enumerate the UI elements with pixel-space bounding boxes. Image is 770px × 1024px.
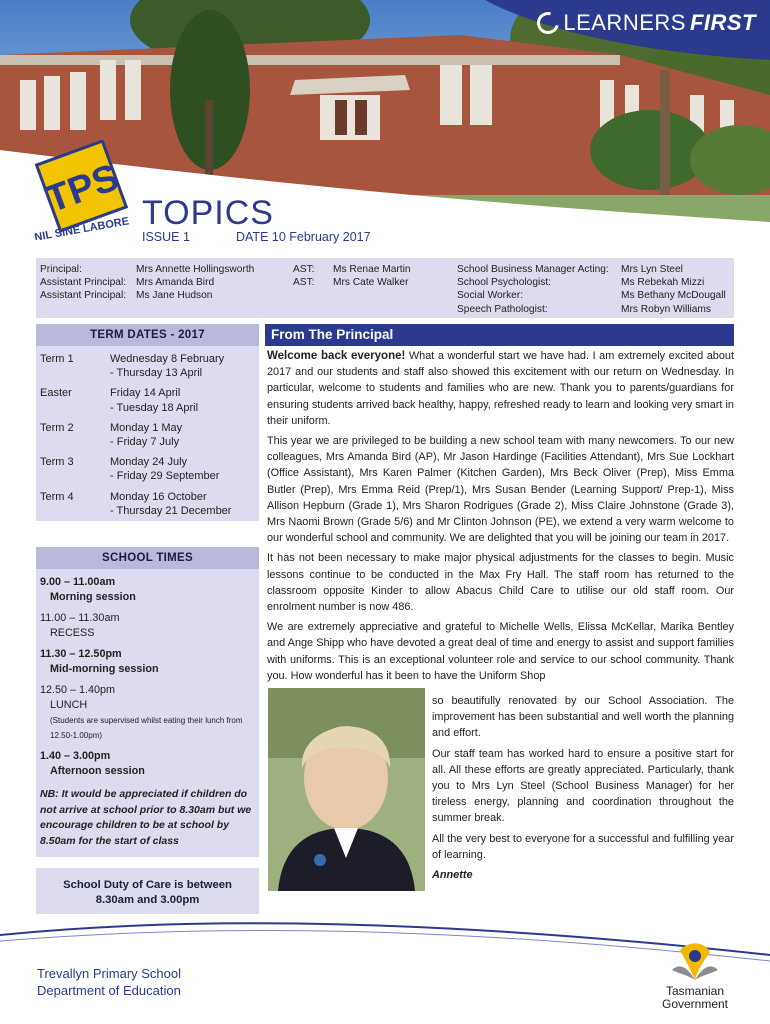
school-monogram: TPS xyxy=(40,156,125,222)
staff-directory xyxy=(36,258,734,318)
duty-of-care-box: School Duty of Care is between 8.30am and 3.00pm xyxy=(36,868,259,914)
school-motto: NIL SINE LABORE xyxy=(33,215,130,240)
principal-article xyxy=(267,348,734,688)
paragraph: Welcome back everyone! What a wonderful start we have had. I am extremely excited about 2017 and our students and staff also showed this excitement with our return on Wednesday. In particular, welcome to students and families who are new. Thank you to parents/guardians for ensuring students arrived back healthy, happy, refreshed ready to learn and looking very smart in their uniform. xyxy=(267,350,734,427)
principal-portrait xyxy=(268,688,425,891)
footer-school-name: Trevallyn Primary School xyxy=(37,966,182,981)
time-block: 11.30 – 12.50pm Mid-morning session xyxy=(40,648,159,675)
paragraph: All the very best to everyone for a successful and fulfilling year of learning. xyxy=(432,832,734,861)
principal-signature: Annette xyxy=(432,869,473,882)
time-block: 9.00 – 11.00am Morning session xyxy=(40,576,136,603)
gov-line2: Government xyxy=(661,997,729,1011)
principal-heading: From The Principal xyxy=(265,324,734,346)
staff-row: Principal: Mrs Annette Hollingsworth xyxy=(40,264,255,275)
term-row: Easter Friday 14 April - Tuesday 18 April xyxy=(40,387,199,414)
footer-department: Department of Education xyxy=(37,983,181,998)
time-block: 11.00 – 11.30am RECESS xyxy=(40,612,120,639)
time-block: 1.40 – 3.00pm Afternoon session xyxy=(40,750,145,777)
brand-prefix: LEARNERS xyxy=(563,10,686,35)
tasmanian-government-logo xyxy=(650,940,740,1020)
staff-column-ast xyxy=(293,263,411,289)
school-times-box xyxy=(36,547,259,857)
time-block: 12.50 – 1.40pm LUNCH (Students are supervised whilst eating their lunch from 12.50-1.00pm) xyxy=(40,683,255,743)
staff-row: Social Worker: Ms Bethany McDougall xyxy=(457,290,726,302)
school-times-title: SCHOOL TIMES xyxy=(36,547,259,569)
newsletter-date: DATE 10 February 2017 xyxy=(236,230,371,244)
gov-line1: Tasmanian xyxy=(665,984,725,998)
paragraph: It has not been necessary to make major physical adjustments for the classes to begin. Music lessons continue to be conducted in the Max Fry Hall. The staff room has returned to the classroom opposite Kinder to allow Abacus Child Care to utilise our old staff room. Our enrolment number is now 486. xyxy=(267,552,734,614)
term-row: Term 4 Monday 16 October - Thursday 21 December xyxy=(40,490,232,517)
staff-column-support xyxy=(457,263,726,316)
staff-row: Assistant Principal: Mrs Amanda Bird xyxy=(40,277,215,289)
staff-row: Assistant Principal: Ms Jane Hudson xyxy=(40,290,213,302)
paragraph: Our staff team has worked hard to ensure a positive start for all. All these efforts are greatly appreciated. Particularly, thank you to Mrs Lyn Steel (School Business Manager) for her tireless energy, planning and coordination throughout the summer break. xyxy=(432,747,734,825)
staff-row: AST: Mrs Cate Walker xyxy=(293,277,409,289)
term-row: Term 3 Monday 24 July - Friday 29 September xyxy=(40,456,220,483)
paragraph: We are extremely appreciative and grateful to Michelle Wells, Elissa McKellar, Marika Bentley and Ange Shipp who have devoted a great deal of time and energy to assist and support families with uniforms. This is an exceptional volunteer role and service to our school community. Thank you. How wonderful has it been to have the Uniform Shop xyxy=(267,621,734,682)
term-dates-title: TERM DATES - 2017 xyxy=(36,324,259,346)
principal-article-continued xyxy=(432,693,734,887)
staff-column-leadership xyxy=(40,263,254,303)
brand-suffix: FIRST xyxy=(689,10,756,35)
term-dates-box xyxy=(36,324,259,521)
staff-row: School Business Manager Acting: Mrs Lyn Steel xyxy=(457,264,683,275)
staff-row: School Psychologist: Ms Rebekah Mizzi xyxy=(457,277,705,289)
footer-school-info xyxy=(37,965,181,999)
school-crest-logo xyxy=(30,140,140,240)
paragraph: so beautifully renovated by our School Association. The improvement has been substantial and well worth the planning and effort. xyxy=(432,695,734,740)
arrival-note: NB: It would be appreciated if children do not arrive at school prior to 8.30am but we encourage children to be at school by 8.50am for the start of class xyxy=(40,788,252,847)
paragraph: This year we are privileged to be building a new school team with many newcomers. To our new colleagues, Mrs Amanda Bird (AP), Mr Jason Hardinge (Facilities Attendant), Mrs Sue Lockhart (Office Assistant), Mrs Karen Palmer (Kitchen Garden), Mrs Beck Oliver (Prep), Miss Emma Butler (Prep), Mrs Emma Reid (Prep/1), Mrs Susan Bender (Learning Support/ Prep-1), Miss Allison Hepburn (Grade 1), Mrs Sharon Rodrigues (Grade 2), Miss Claire Johnstone (Grade 3), Mrs Naomi Brown (Grade 5/6) and Mr Clinton Johnson (PE), we extend a very warm welcome to our wonderful school and community. We are delighted that you will be joining our team in 2017. xyxy=(267,435,734,545)
staff-row: AST: Ms Renae Martin xyxy=(293,264,411,275)
newsletter-title: TOPICS xyxy=(142,194,274,232)
term-row: Term 1 Wednesday 8 February - Thursday 13 April xyxy=(40,353,225,380)
term-row: Term 2 Monday 1 May - Friday 7 July xyxy=(40,421,183,449)
learners-first-icon xyxy=(533,8,563,38)
newsletter-issue: ISSUE 1 xyxy=(142,230,190,244)
learners-first-logo xyxy=(537,10,756,36)
staff-row: Speech Pathologist: Mrs Robyn Williams xyxy=(457,303,711,315)
lunch-note: (Students are supervised whilst eating their lunch from 12.50-1.00pm) xyxy=(50,716,243,740)
